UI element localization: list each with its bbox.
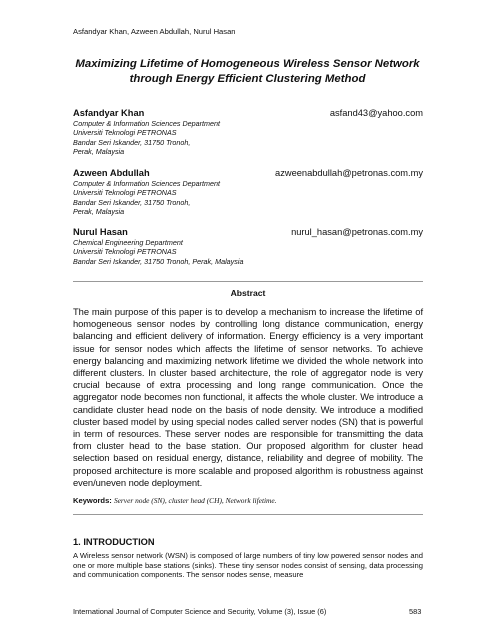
affiliation-line: Chemical Engineering Department <box>73 238 183 247</box>
abstract-heading: Abstract <box>230 288 266 298</box>
author-email[interactable]: nurul_hasan@petronas.com.my <box>291 227 423 237</box>
section-heading: 1. INTRODUCTION <box>73 537 155 547</box>
affiliation-line: Bandar Seri Iskander, 31750 Tronoh, <box>73 197 191 207</box>
footer-journal: International Journal of Computer Science and Security, Volume (3), Issue (6) <box>73 607 327 616</box>
affiliation-line: Perak, Malaysia <box>73 207 125 217</box>
affiliation-line: Bandar Seri Iskander, 31750 Tronoh, Perak, Malaysia <box>73 256 244 266</box>
author-email[interactable]: asfand43@yahoo.com <box>329 108 423 118</box>
section-text: A Wireless sensor network (WSN) is composed of large numbers of tiny low powered sensor nodes and one or more multiple base stations (sinks). These tiny sensor nodes consist of sensing, data processing and communication components. The sensor nodes sense, measure <box>73 551 423 580</box>
affiliation-line: Universiti Teknologi PETRONAS <box>73 188 177 198</box>
running-head: Asfandyar Khan, Azween Abdullah, Nurul Hasan <box>73 27 236 36</box>
author-block-3 <box>73 227 423 266</box>
author-affiliation <box>73 119 423 157</box>
author-name: Nurul Hasan <box>73 227 128 237</box>
author-name: Asfandyar Khan <box>73 108 145 118</box>
affiliation-line: Universiti Teknologi PETRONAS <box>73 247 177 257</box>
divider-top <box>73 281 423 282</box>
author-affiliation <box>73 179 423 217</box>
author-block-1 <box>73 108 423 157</box>
divider-bottom <box>73 514 423 515</box>
author-block-2 <box>73 168 423 217</box>
title-line-1: Maximizing Lifetime of Homogeneous Wireless Sensor Network <box>75 58 420 70</box>
affiliation-line: Computer & Information Sciences Department <box>73 179 221 188</box>
affiliation-line: Perak, Malaysia <box>73 147 125 157</box>
page-number: 583 <box>409 607 422 616</box>
keywords-text: Server node (SN), cluster head (CH), Network lifetime. <box>113 496 277 505</box>
affiliation-line: Bandar Seri Iskander, 31750 Tronoh, <box>73 137 191 147</box>
affiliation-line: Computer & Information Sciences Department <box>73 119 221 128</box>
keywords <box>73 496 423 505</box>
affiliation-line: Universiti Teknologi PETRONAS <box>73 128 177 138</box>
author-affiliation <box>73 238 423 266</box>
paper-title <box>60 57 435 87</box>
author-name: Azween Abdullah <box>73 168 150 178</box>
abstract-text: The main purpose of this paper is to develop a mechanism to increase the lifetime of homogeneous sensor nodes by controlling long distance communication, energy balancing and efficient delivery of information. Energy efficiency is a very important issue for sensor nodes which affects the lifetime of sensor networks. To achieve energy balancing and maximizing network lifetime we divided the whole network into different clusters. In cluster based architecture, the role of aggregator node is very crucial because of extra processing and long range communication. Once the aggregator node becomes non functional, it affects the whole cluster. We introduce a candidate cluster head node on the basis of node density. We introduce a modified cluster based model by using special nodes called server nodes (SN) that is powerful in term of resources. These server nodes are responsible for transmitting the data from cluster head to the base station. Our proposed algorithm for cluster head selection based on residual energy, distance, reliability and degree of mobility. The proposed architecture is more scalable and proposed algorithm is robustness against even/uneven node deployment. <box>73 306 423 488</box>
author-email[interactable]: azweenabdullah@petronas.com.my <box>275 168 423 178</box>
title-line-2: through Energy Efficient Clustering Method <box>129 73 366 85</box>
keywords-label: Keywords: <box>73 496 112 505</box>
